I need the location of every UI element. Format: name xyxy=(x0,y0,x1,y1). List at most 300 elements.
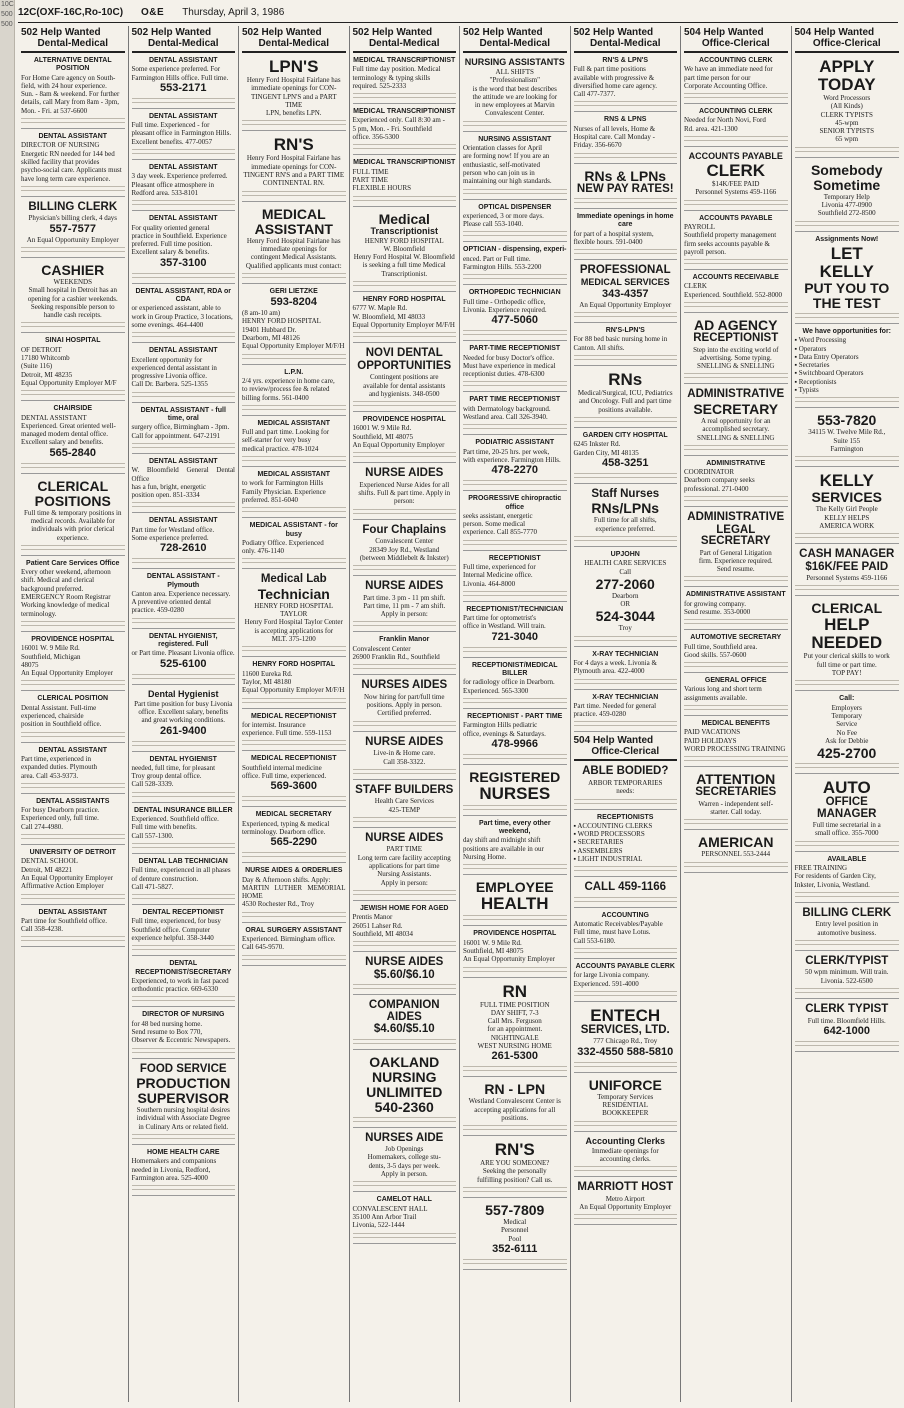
ad-body-text-block xyxy=(463,188,567,194)
ad-heading: Patient Care Services Office xyxy=(26,559,120,567)
ad-text-line: Part of General Litigation xyxy=(699,548,772,557)
ad-text-line: 19401 Hubbard Dr. xyxy=(242,325,297,334)
ad-text-line: (8 am-10 am) xyxy=(242,309,281,318)
ad-text-line: Southern nursing hospital desires xyxy=(136,1106,230,1115)
classified-ad xyxy=(574,55,678,112)
ad-body-text-block xyxy=(463,1124,567,1130)
ad-text-line: self-starter for very busy xyxy=(242,436,312,445)
ad-body-text-block xyxy=(574,535,678,541)
ad-body-text-block xyxy=(795,220,900,226)
classified-ad xyxy=(684,386,788,455)
page-edge-margin xyxy=(0,0,15,1408)
classified-ad xyxy=(463,877,567,926)
ad-display-line: $4.60/$5.10 xyxy=(373,1023,435,1036)
ad-text-line: for 48 bed nursing home. xyxy=(131,1019,203,1028)
classified-ad xyxy=(795,953,900,999)
ad-heading: UNIVERSITY OF DETROIT xyxy=(29,849,116,857)
section-header-title: 502 Help Wanted xyxy=(131,27,212,38)
classified-ad xyxy=(242,865,346,922)
ad-display-line: AD AGENCY xyxy=(694,317,778,334)
ad-body-text-block xyxy=(21,935,125,941)
ad-body-text-block xyxy=(21,620,125,626)
ad-text-line: FULL TIME xyxy=(352,167,389,176)
ad-body-text-block xyxy=(242,954,346,960)
classified-ad xyxy=(684,769,788,830)
ad-body-text-block xyxy=(21,782,125,788)
classified-ad xyxy=(684,832,788,872)
ad-text-line: Southfield office. Computer xyxy=(131,925,211,934)
ad-text-line: individual with Associate Degree xyxy=(136,1114,230,1123)
ad-text-line: ARE YOU SOMEONE? xyxy=(480,1159,550,1168)
ad-body-text-block xyxy=(795,987,900,993)
ad-text-line: maintaining our high standards. xyxy=(463,177,552,186)
ad-text-line: are forming now! If you are an xyxy=(463,152,550,161)
page-folio xyxy=(18,4,898,23)
ad-display-line: RN xyxy=(502,981,528,1001)
ad-display-line: CASHIER xyxy=(41,261,105,278)
classified-ad xyxy=(574,1134,678,1178)
ad-body-text-block xyxy=(463,590,567,596)
ad-text-line: Suite 155 xyxy=(833,436,861,445)
ad-text-line: positions. xyxy=(501,1113,529,1122)
ad-text-line: office in Westland. Will train. xyxy=(463,622,546,631)
classified-ad xyxy=(574,763,678,809)
classified-ad xyxy=(463,244,567,285)
ad-heading: AUTOMOTIVE SECRETARY xyxy=(690,634,782,642)
classified-ad xyxy=(463,134,567,200)
ad-text-line: An Equal Opportunity Employer xyxy=(352,441,445,450)
classified-ad xyxy=(463,202,567,243)
ad-text-line: W. Bloomfield General Dental Office xyxy=(131,466,235,483)
ad-text-line: Livonia. Experience required. xyxy=(463,305,547,314)
ad-body-text-block xyxy=(463,423,567,429)
ad-body-text-block xyxy=(684,661,788,667)
ad-text-line: Live-in & Home care. xyxy=(373,749,436,758)
ad-heading: HENRY FORD HOSPITAL xyxy=(252,661,336,669)
ad-heading: DENTAL LAB TECHNICIAN xyxy=(138,857,228,865)
ad-body-text-block xyxy=(684,444,788,450)
ad-text-line: An Equal Opportunity Employer xyxy=(579,1203,672,1212)
ad-text-line: experience. Full time. 559-1153 xyxy=(242,729,332,738)
ad-text-line: Personnel xyxy=(500,1226,529,1235)
ad-heading: X-RAY TECHNICIAN xyxy=(592,650,659,658)
ad-body-text-block xyxy=(463,753,567,759)
ad-heading: ORTHOPEDIC TECHNICIAN xyxy=(468,289,561,297)
ad-text-line: Family Physician. Experience xyxy=(242,487,326,496)
ad-body-text-block xyxy=(242,911,346,917)
ad-text-line: contingent Medical Assistants. xyxy=(250,253,337,262)
section-header-title: 502 Help Wanted xyxy=(573,27,654,38)
ad-text-line: 26051 Lahser Rd. xyxy=(352,921,403,930)
ad-text-line: advertising. Some typing. xyxy=(699,353,772,362)
ad-text-line: Westland Convalescent Center is xyxy=(468,1097,561,1106)
ad-body-text-block xyxy=(353,143,457,149)
ad-body-text-block xyxy=(463,966,567,972)
ad-heading: CAMELOT HALL xyxy=(376,1196,432,1204)
ad-body-text-block xyxy=(574,416,678,422)
ad-bullet-line: ▪ Receptionists xyxy=(794,377,837,386)
ad-text-line: Experienced. Southfield. 552-8000 xyxy=(684,290,782,299)
ad-heading: We have opportunities for: xyxy=(802,327,892,335)
ad-text-line: (Suite 116) xyxy=(21,362,53,371)
ad-heading: ACCOUNTING CLERK xyxy=(699,108,773,116)
ad-text-line: Full time - Orthopedic office, xyxy=(463,297,546,306)
ad-text-line: Automatic Receivables/Payable xyxy=(573,920,663,929)
ad-body-text-block xyxy=(21,893,125,899)
ad-text-line: flexible hours. 591-0400 xyxy=(573,238,643,247)
ad-body-text-block xyxy=(242,851,346,857)
ad-text-line: enced. Part or Full time. xyxy=(463,254,531,263)
ad-heading: NURSING ASSISTANT xyxy=(478,135,552,143)
ad-text-line: to review/process fee & related xyxy=(242,385,330,394)
ad-text-line: TAYLOR xyxy=(280,610,308,619)
classified-ad xyxy=(21,403,125,473)
ad-text-line: managed modern dental office. xyxy=(21,430,108,439)
ad-heading: RECEPTIONIST xyxy=(488,554,541,562)
ad-text-line: for large Livonia company. xyxy=(573,971,650,980)
ad-body-text-block xyxy=(574,1120,678,1126)
ad-text-line: Orientation classes for April xyxy=(463,144,543,153)
ad-bullet-line: ▪ ASSEMBLERS xyxy=(573,846,623,855)
ad-text-line: An Equal Opportunity Employer xyxy=(26,235,119,244)
classified-ad xyxy=(132,687,236,752)
section-header-subtitle: Dental-Medical xyxy=(368,38,440,49)
ad-display-line: MARRIOTT HOST xyxy=(577,1181,674,1194)
ad-text-line: assignments available. xyxy=(684,693,747,702)
ad-text-line: Plymouth area. 422-4000 xyxy=(573,667,645,676)
ad-text-line: Metro Airport xyxy=(605,1194,645,1203)
classified-ad xyxy=(574,211,678,260)
ad-body-text-block xyxy=(353,331,457,337)
ad-display-line: NURSE AIDES xyxy=(365,831,444,844)
ad-body-text-block xyxy=(795,584,900,590)
ad-body-text-block xyxy=(684,495,788,501)
ad-text-line: Health Care Services xyxy=(374,797,434,806)
classified-ad xyxy=(684,675,788,716)
classified-ad xyxy=(132,856,236,905)
classified-ad xyxy=(242,571,346,657)
ad-text-line: 28349 Joy Rd., Westland xyxy=(369,545,440,554)
ad-body-text-block xyxy=(21,321,125,327)
ad-heading: ACCOUNTS PAYABLE CLERK xyxy=(575,963,675,971)
ad-body-text-block xyxy=(684,575,788,581)
ad-text-line: experience preferred. xyxy=(595,524,655,533)
ad-body-text-block xyxy=(132,673,236,679)
ad-display-line: RECEPTIONIST xyxy=(693,332,779,345)
ad-text-line: Canton area. Experience necessary. xyxy=(131,589,231,598)
classified-ad xyxy=(574,961,678,1002)
classified-ad xyxy=(574,649,678,690)
ad-display-line: SUPERVISOR xyxy=(137,1090,230,1107)
ad-text-line: in Culinary Arts or related field. xyxy=(138,1122,229,1131)
ad-display-line: PROFESSIONAL xyxy=(579,264,671,277)
classified-ad xyxy=(242,286,346,365)
ad-body-text-block xyxy=(132,617,236,623)
ad-text-line: Equal Opportunity Employer M/F xyxy=(21,378,117,387)
ad-text-line: preferred. 851-6040 xyxy=(242,495,298,504)
ad-text-line: Corporate Accounting Office. xyxy=(684,81,768,90)
ad-display-line: Dental Hygienist xyxy=(147,688,219,699)
ad-display-line: SECRETARY xyxy=(693,400,779,417)
ad-body-text-block xyxy=(574,635,678,641)
classified-ad xyxy=(132,405,236,454)
ad-text-line: HEALTH CARE SERVICES xyxy=(584,559,667,568)
ad-text-line: CLERK TYPISTS xyxy=(820,110,873,119)
classified-ad xyxy=(795,234,900,324)
ad-text-line: Medical xyxy=(503,1218,527,1227)
ad-text-line: CONTINENTAL RN. xyxy=(262,179,325,188)
ad-bullet-line: ▪ LIGHT INDUSTRIAL xyxy=(573,855,643,864)
classified-ad xyxy=(353,55,457,104)
ad-text-line: RESIDENTIAL xyxy=(602,1101,648,1110)
ad-text-line: FULL TIME POSITION xyxy=(479,1000,550,1009)
ad-body-text-block xyxy=(574,865,678,871)
ad-phone-number: 553-2171 xyxy=(160,81,207,94)
ad-heading: DENTAL ASSISTANT - full time, oral xyxy=(140,406,226,423)
ad-text-line: CONVALESCENT HALL xyxy=(352,1204,428,1213)
ad-heading: DENTAL ASSISTANT, RDA or CDA xyxy=(135,287,232,304)
section-header-subtitle: Office-Clerical xyxy=(812,38,881,49)
ad-text-line: has a fun, bright, energetic xyxy=(131,482,207,491)
ad-display-line: Medical Lab xyxy=(260,573,327,586)
ad-heading: RECEPTIONIST/MEDICAL BILLER xyxy=(471,661,558,678)
ad-body-text-block xyxy=(684,372,788,378)
classified-ad xyxy=(463,928,567,977)
ad-text-line: the attitude we are looking for xyxy=(472,92,558,101)
ad-text-line: terminology & typing skills xyxy=(352,73,431,82)
ad-text-line: accounting clerks. xyxy=(599,1154,651,1163)
classified-ad xyxy=(353,209,457,292)
ad-text-line: firm seeks accounts payable & xyxy=(684,239,770,248)
ad-display-line: 540-2360 xyxy=(374,1098,434,1115)
section-header xyxy=(132,26,236,53)
ad-text-line: seeks assistant, energetic xyxy=(463,511,533,520)
ad-text-line: Excellent benefits. 477-0057 xyxy=(131,137,213,146)
classified-ad xyxy=(795,693,900,774)
ad-body-text-block xyxy=(463,804,567,810)
classified-ad xyxy=(353,465,457,519)
section-header-subtitle: Dental-Medical xyxy=(147,38,219,49)
ad-display-line: NURSE AIDES xyxy=(365,467,444,480)
ad-body-text-block xyxy=(21,544,125,550)
ad-display-line: POSITIONS xyxy=(34,492,111,509)
ad-bullet-line: ▪ Typists xyxy=(794,386,819,395)
ad-display-line: HELP xyxy=(824,615,870,635)
ad-body-text-block xyxy=(684,704,788,710)
classified-ad xyxy=(684,632,788,673)
ad-text-line: Put your clerical skills to work xyxy=(803,652,890,661)
ad-text-line: and hygienists. 348-0500 xyxy=(368,389,440,398)
ad-text-line: Southfield, Michigan xyxy=(21,652,81,661)
ad-text-line: (between Middlebelt & Inkster) xyxy=(359,553,449,562)
ad-phone-number: 478-9966 xyxy=(491,737,538,750)
ad-text-line: Sun. - 8am & weekend. For further xyxy=(21,90,120,99)
ad-heading: ADMINISTRATIVE xyxy=(706,459,766,467)
publication-name: O&E xyxy=(141,7,165,18)
edge-number: 500 xyxy=(1,11,13,18)
section-header-subtitle: Dental-Medical xyxy=(37,38,109,49)
ad-text-line: Call 274-4980. xyxy=(21,822,63,831)
ad-text-line: Small hospital in Detroit has an xyxy=(28,286,117,295)
classified-ad xyxy=(795,598,900,691)
ad-text-line: is seeking a full time Medical xyxy=(362,261,446,270)
ad-body-text-block xyxy=(353,983,457,989)
classified-ad xyxy=(353,830,457,901)
ad-text-line: applications for part time xyxy=(368,862,440,871)
ad-body-text-block xyxy=(132,199,236,205)
classified-ad xyxy=(574,166,678,210)
ad-body-text-block xyxy=(795,146,900,152)
ad-heading: HENRY FORD HOSPITAL xyxy=(362,296,446,304)
classified-ad xyxy=(132,55,236,109)
ad-text-line: Experienced only, full time. xyxy=(21,814,99,823)
ad-body-text-block xyxy=(795,762,900,768)
classified-ad xyxy=(353,903,457,952)
classified-ad xyxy=(21,55,125,129)
ad-text-line: Part time. Needed for general xyxy=(573,701,657,710)
ad-text-line: individuals with prior clerical xyxy=(31,525,115,534)
ad-text-line: Full time. Bloomfield Hills. xyxy=(807,1016,886,1025)
ad-text-line: We have an immediate need for xyxy=(684,65,773,74)
ad-text-line: pleasant office in Farmington Hills. xyxy=(131,129,232,138)
ad-text-line: Homemakers, college stu- xyxy=(367,1153,441,1162)
ad-body-text-block xyxy=(574,678,678,684)
ad-display-line: RN'S xyxy=(273,135,314,155)
ad-text-line: of denture construction. xyxy=(131,874,199,883)
ad-text-line: PAID HOLIDAYS xyxy=(684,736,737,745)
ad-display-line: NURSING ASSISTANTS xyxy=(464,57,565,67)
ad-text-line: background preferred. xyxy=(21,584,84,593)
ad-text-line: Call Dr. Barbera. 525-1355 xyxy=(131,380,208,389)
classified-ad xyxy=(684,589,788,630)
classified-ad xyxy=(574,114,678,163)
ad-text-line: practice. 459-0280 xyxy=(131,606,184,615)
classified-ad xyxy=(353,782,457,828)
ad-display-line: CLERK TYPIST xyxy=(805,1003,889,1016)
ad-text-line: Convalescent Center. xyxy=(485,109,545,118)
section-header-subtitle: Dental-Medical xyxy=(589,38,661,49)
ad-display-line: BILLING CLERK xyxy=(28,200,118,213)
ad-text-line: Send resume to Box 770, xyxy=(131,1028,203,1037)
ad-text-line: Temporary Services xyxy=(597,1092,654,1101)
ad-text-line: terminology. Dearborn office. xyxy=(242,827,326,836)
ad-text-line: 6777 W. Maple Rd. xyxy=(352,304,408,313)
ad-text-line: Inkster, Livonia, Westland. xyxy=(794,880,870,889)
ad-text-line: Troy xyxy=(618,624,632,633)
ad-text-line: COORDINATOR xyxy=(684,468,735,477)
ad-text-line: For 4 days a week. Livonia & xyxy=(573,659,657,667)
ad-text-line: PAYROLL xyxy=(684,222,715,231)
ad-text-line: professional. 271-0400 xyxy=(684,484,749,493)
ad-heading: Franklin Manor xyxy=(379,636,430,644)
ad-heading: Immediate openings in home care xyxy=(577,213,674,229)
ad-body-text-block xyxy=(132,1133,236,1139)
ad-text-line: Convalescent Center xyxy=(352,644,411,653)
ad-heading: DENTAL INSURANCE BILLER xyxy=(133,806,233,814)
classified-ad xyxy=(21,693,125,742)
ad-display-line: EMPLOYEE xyxy=(475,879,554,896)
ad-text-line: full time or part time. xyxy=(816,660,877,669)
ad-body-text-block xyxy=(353,620,457,626)
classified-ad xyxy=(132,907,236,956)
ad-display-line: APPLY xyxy=(819,57,875,76)
ad-text-line: for growing company. xyxy=(684,599,746,608)
ad-heading: JEWISH HOME FOR AGED xyxy=(360,904,449,912)
classified-ad xyxy=(353,578,457,632)
classified-ad xyxy=(463,553,567,602)
ad-text-line: Full & part time positions xyxy=(573,65,646,74)
ad-bullet-line: ▪ WORD PROCESSORS xyxy=(573,830,645,839)
ad-text-line: is the word that best describes xyxy=(472,84,557,93)
classified-ad xyxy=(684,106,788,147)
ad-display-line: THE TEST xyxy=(812,294,881,311)
ad-text-line: OR xyxy=(620,600,631,609)
classified-ad xyxy=(574,1004,678,1073)
ad-text-line: Experienced. 565-3300 xyxy=(463,686,529,695)
ad-heading: MEDICAL ASSISTANT - for busy xyxy=(249,522,338,538)
ad-body-text-block xyxy=(242,353,346,359)
ad-text-line: PART TIME xyxy=(386,845,422,854)
classified-ad xyxy=(353,734,457,780)
ad-body-text-block xyxy=(574,896,678,902)
ad-body-text-block xyxy=(574,354,678,360)
ad-display-line: Accounting Clerks xyxy=(585,1135,665,1146)
ad-display-line: 425-2700 xyxy=(817,745,877,762)
ad-text-line: Part time, 20-25 hrs. per week, xyxy=(463,447,550,456)
ad-display-line: CLERICAL xyxy=(37,477,109,494)
ad-heading: MEDICAL RECEPTIONIST xyxy=(251,712,337,720)
ad-body-text-block xyxy=(242,739,346,745)
ad-text-line: Part time for Westland office. xyxy=(131,525,215,534)
classified-ad xyxy=(463,55,567,132)
ad-text-line: position in Southfield office. xyxy=(21,720,102,729)
classified-ad xyxy=(353,677,457,731)
ad-text-line: Taylor, MI 48180 xyxy=(242,677,292,686)
ad-text-line: positions. Apply in person. xyxy=(366,701,442,710)
ad-text-line: Equal Opportunity Employer M/F/H xyxy=(352,320,455,329)
ad-text-line: opening for a cashier weekends. xyxy=(27,294,118,303)
ad-body-text-block xyxy=(21,833,125,839)
ad-text-line: Needed for North Novi, Ford xyxy=(684,116,766,125)
classified-column xyxy=(571,26,682,1402)
ad-display-line: NEEDED xyxy=(811,633,883,653)
ad-display-line: ASSISTANT xyxy=(254,220,333,237)
ad-bullet-line: ▪ Data Entry Operators xyxy=(794,352,859,361)
classified-ad xyxy=(132,1061,236,1145)
ad-display-line: NOVI DENTAL xyxy=(365,347,443,360)
classified-ad xyxy=(132,805,236,854)
ad-text-line: Affirmative Action Employer xyxy=(21,882,104,891)
ad-body-text-block xyxy=(795,1040,900,1046)
ad-display-line: RNs/LPNs xyxy=(591,500,660,517)
ad-heading: DENTAL ASSISTANT xyxy=(148,57,218,64)
ad-text-line: WEST NURSING HOME xyxy=(477,1042,552,1050)
ad-text-line: Experienced, typing & medical xyxy=(242,819,330,828)
ad-body-text-block xyxy=(463,380,567,386)
ad-text-line: field, with 24 hour experience. xyxy=(21,81,107,90)
ad-text-line: Experienced. 591-4000 xyxy=(573,979,639,988)
ad-body-text-block xyxy=(132,501,236,507)
ad-text-line: Experienced, to work in fast paced xyxy=(131,976,229,985)
ad-display-line: PRODUCTION xyxy=(136,1075,231,1092)
ad-body-text-block xyxy=(463,863,567,869)
ad-body-text-block xyxy=(684,301,788,307)
ad-body-text-block xyxy=(132,272,236,278)
classified-ad xyxy=(684,213,788,270)
ad-heading: ORAL SURGERY ASSISTANT xyxy=(245,926,343,934)
classified-column xyxy=(129,26,240,1402)
ad-text-line: immediate openings for xyxy=(260,244,327,253)
